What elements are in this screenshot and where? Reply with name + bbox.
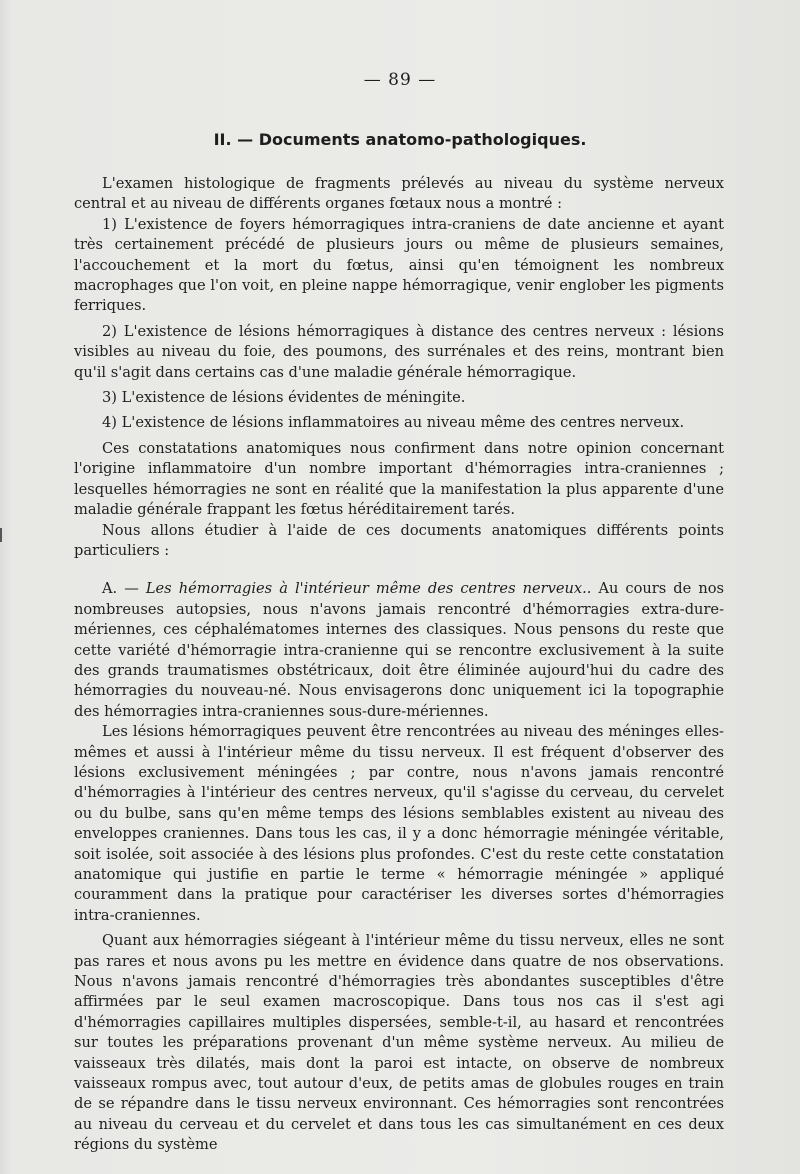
transition-paragraph: Nous allons étudier à l'aide de ces documents anatomiques différents points particuliers :	[74, 521, 724, 559]
finding-2-paragraph: 2) L'existence de lésions hémorragiques à distance des centres nerveux : lésions visibles au niveau du foie, des poumons, des surrénales et des reins, montrant bien qu'il s'agit dans certains cas d'une maladie générale hémorragique.	[74, 322, 724, 381]
finding-4-paragraph: 4) L'existence de lésions inflammatoires au niveau même des centres nerveux.	[102, 414, 685, 432]
section-a-italic-title: Les hémorragies à l'intérieur même des centres nerveux..	[145, 580, 592, 598]
conclusion-paragraph: Ces constatations anatomiques nous confirment dans notre opinion concernant l'origine inflammatoire d'un nombre important d'hémorragies intra-craniennes ; lesquelles hémorragies ne sont en réalité que la manifestation la plus apparente d'une maladie générale frappant les fœtus héréditairement tarés.	[74, 439, 724, 519]
intro-paragraph: L'examen histologique de fragments prélevés au niveau du système nerveux central et au niveau de différents organes fœtaux nous a montré :	[74, 175, 724, 213]
meninges-paragraph: Les lésions hémorragiques peuvent être rencontrées au niveau des méninges elles-mêmes et aussi à l'intérieur même du tissu nerveux. Il est fréquent d'observer des lésions exclusivement méningées ; par contre, nous n'avons jamais rencontré d'hémorragies à l'intérieur des centres nerveux, qu'il s'agisse du cerveau, du cervelet ou du bulbe, sans qu'en même temps des lésions semblables existent au niveau des enveloppes craniennes. Dans tous les cas, il y a donc hémorragie méningée véritable, soit isolée, soit associée à des lésions plus profondes. C'est du reste cette constatation anatomique qui justifie en partie le terme « hémorragie méningée » appliqué couramment dans la pratique pour caractériser les diverses sortes d'hémorragies intra-craniennes.	[74, 723, 724, 924]
finding-3-paragraph: 3) L'existence de lésions évidentes de méningite.	[102, 389, 466, 407]
scan-edge-mark	[0, 528, 2, 542]
finding-1-paragraph: 1) L'existence de foyers hémorragiques intra-craniens de date ancienne et ayant très certainement précédé de plusieurs jours ou même de plusieurs semaines, l'accouchement et la mort du fœtus, ainsi qu'en témoignent les nombreux macrophages que l'on voit, en pleine nappe hémorragique, venir englober les pigments ferriques.	[74, 215, 724, 315]
body-text	[74, 174, 724, 1156]
section-a-label: A. —	[102, 580, 139, 598]
section-title: II. — Documents anatomo-pathologiques.	[213, 130, 587, 149]
nervous-tissue-paragraph: Quant aux hémorragies siégeant à l'intérieur même du tissu nerveux, elles ne sont pas rares et nous avons pu les mettre en évidence dans quatre de nos observations. Nous n'avons jamais rencontré d'hémorragies très abondantes susceptibles d'être affirmées par le seul examen macroscopique. Dans tous nos cas il s'est agi d'hémorragies capillaires multiples dispersées, semble-t-il, au hasard et rencontrées sur toutes les préparations provenant d'un même système nerveux. Au milieu de vaisseaux très dilatés, mais dont la paroi est intacte, on observe de nombreux vaisseaux rompus avec, tout autour d'eux, de petits amas de globules rouges en train de se répandre dans le tissu nerveux environnant. Ces hémorragies sont rencontrées au niveau du cerveau et du cervelet et dans tous les cas simultanément en ces deux régions du système	[74, 932, 724, 1154]
section-a-text: Au cours de nos nombreuses autopsies, nous n'avons jamais rencontré d'hémorragies extra-dure-mériennes, ces céphalématomes internes des classiques. Nous pensons du reste que cette variété d'hémorragie intra-cranienne qui se rencontre exclusivement à la suite des grands traumatismes obstétricaux, doit être éliminée aujourd'hui du cadre des hémorragies du nouveau-né. Nous envisagerons donc uniquement ici la topographie des hémorragies intra-craniennes sous-dure-mériennes.	[74, 580, 724, 720]
section-a-paragraph	[74, 579, 724, 722]
page-number: — 89 —	[363, 70, 437, 90]
